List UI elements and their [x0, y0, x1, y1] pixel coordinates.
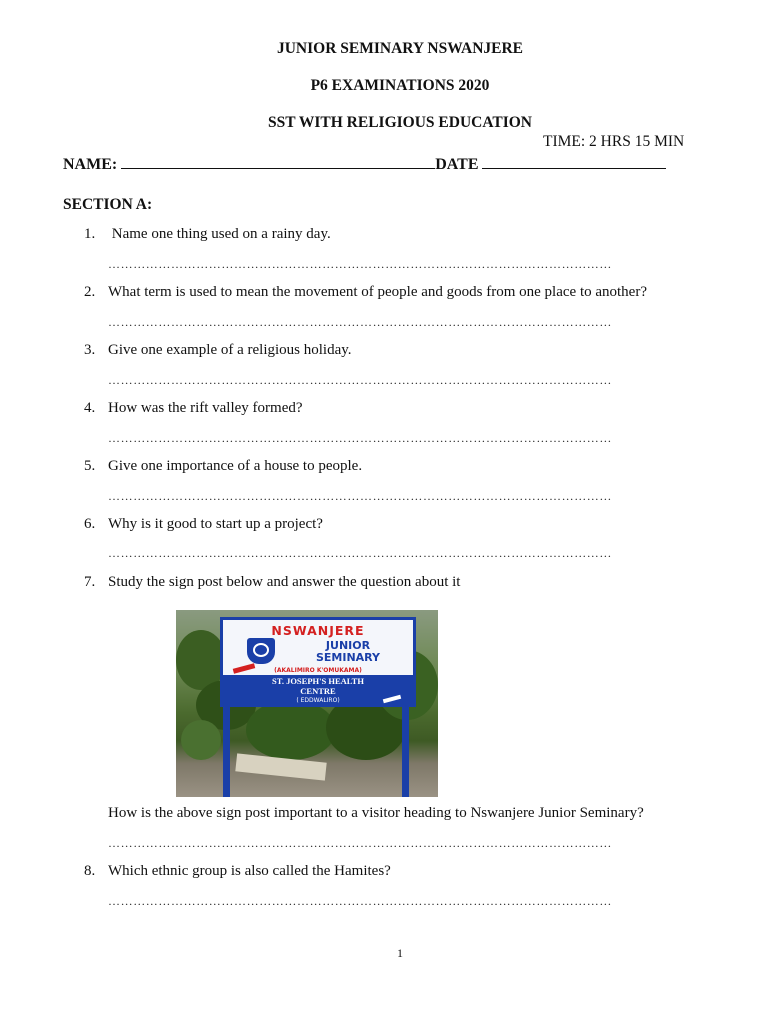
question-text: How was the rift valley formed?	[108, 400, 303, 416]
question-4	[84, 400, 303, 417]
answer-line-8[interactable]: …………………………………………………………………………………………………………	[108, 894, 612, 908]
question-number: 3.	[84, 342, 96, 358]
school-title: JUNIOR SEMINARY NSWANJERE	[276, 40, 524, 57]
time-allowed: TIME: 2 HRS 15 MIN	[543, 133, 685, 150]
question-text: Give one example of a religious holiday.	[108, 342, 352, 358]
name-date-row	[63, 154, 666, 174]
signpost-motto: (AKALIMIRO K'OMUKAMA)	[274, 667, 362, 674]
question-number: 6.	[84, 516, 96, 532]
signpost-health: ST. JOSEPH'S HEALTH CENTRE	[272, 676, 364, 696]
name-field[interactable]	[121, 154, 435, 169]
answer-line-1[interactable]: …………………………………………………………………………………………………………	[108, 257, 612, 271]
question-1	[84, 226, 331, 243]
signpost-board	[220, 617, 416, 707]
question-6	[84, 516, 323, 533]
question-text: Give one importance of a house to people.	[108, 458, 363, 474]
answer-line-3[interactable]: …………………………………………………………………………………………………………	[108, 373, 612, 387]
signpost-local: ( EDDWALIRO)	[296, 697, 340, 704]
question-2	[84, 284, 647, 301]
answer-line-2[interactable]: …………………………………………………………………………………………………………	[108, 315, 612, 329]
question-number: 8.	[84, 863, 96, 879]
question-text: Name one thing used on a rainy day.	[108, 226, 331, 242]
name-label: NAME:	[63, 156, 118, 173]
question-text: Which ethnic group is also called the Hamites?	[108, 863, 391, 879]
signpost-name: JUNIOR SEMINARY	[315, 639, 381, 664]
answer-line-6[interactable]: …………………………………………………………………………………………………………	[108, 546, 612, 560]
question-number: 1.	[84, 226, 96, 242]
exam-title: P6 EXAMINATIONS 2020	[310, 77, 490, 94]
crest-icon	[247, 638, 275, 664]
question-number: 5.	[84, 458, 96, 474]
question-3	[84, 342, 352, 359]
question-text: Study the sign post below and answer the question about it	[108, 574, 461, 590]
section-heading: SECTION A:	[63, 196, 153, 213]
page-number: 1	[397, 946, 403, 960]
subject-title: SST WITH RELIGIOUS EDUCATION	[267, 114, 532, 131]
signpost-photo	[176, 610, 438, 797]
date-label: DATE	[435, 156, 479, 173]
question-number: 7.	[84, 574, 96, 590]
question-number: 2.	[84, 284, 96, 300]
question-number: 4.	[84, 400, 96, 416]
question-7	[84, 574, 460, 591]
question-5	[84, 458, 362, 475]
question-text: What term is used to mean the movement of people and goods from one place to another?	[108, 284, 647, 300]
question-7-sub: How is the above sign post important to a visitor heading to Nswanjere Junior Seminary?	[108, 805, 644, 821]
answer-line-7[interactable]: …………………………………………………………………………………………………………	[108, 836, 612, 850]
answer-line-4[interactable]: …………………………………………………………………………………………………………	[108, 431, 612, 445]
question-8	[84, 863, 391, 880]
question-text: Why is it good to start up a project?	[108, 516, 323, 532]
signpost-title: NSWANJERE	[271, 623, 365, 638]
answer-line-5[interactable]: …………………………………………………………………………………………………………	[108, 489, 612, 503]
date-field[interactable]	[482, 154, 666, 169]
